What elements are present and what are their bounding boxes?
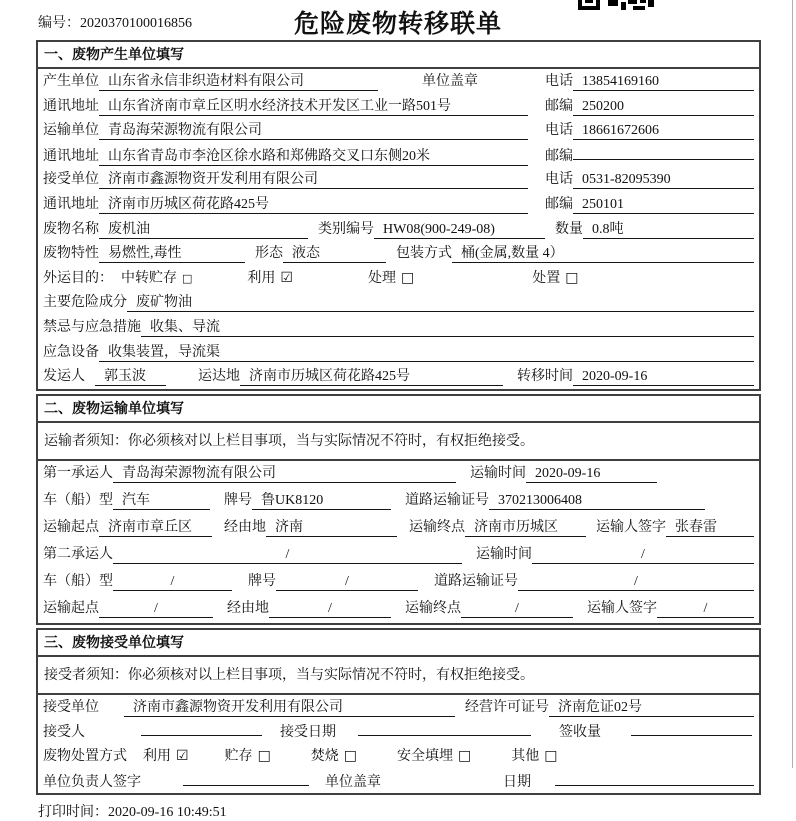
license-label: 经营许可证号 (465, 699, 549, 715)
receiver-person-value (141, 720, 262, 736)
shipper-value: 郭玉波 (95, 365, 166, 386)
purpose-utilize-checkbox (247, 267, 293, 287)
qr-code-fragment (578, 0, 654, 10)
origin1-value: 济南市章丘区 (99, 516, 212, 537)
row-responsible-signature (38, 769, 759, 794)
waste-name-label: 废物名称 (43, 221, 99, 237)
checkbox-glyph: ☑ (176, 747, 189, 764)
hazard-label: 主要危险成分 (43, 295, 127, 311)
license-value: 济南危证02号 (549, 696, 754, 717)
waste-name-value: 废机油 (99, 218, 308, 239)
first-carrier-label: 第一承运人 (43, 465, 113, 481)
responsible-sign-label: 单位负责人签字 (43, 774, 141, 790)
producer-value: 山东省永信非织造材料有限公司 (99, 70, 378, 91)
addr1-value: 山东省济南市章丘区明水经济技术开发区工业一路501号 (99, 95, 528, 116)
row-receiver-person (38, 719, 759, 744)
terminus1-value: 济南市历城区 (465, 516, 586, 537)
purpose-transfer-storage-checkbox (121, 267, 192, 287)
checkbox-label: 处置 (532, 270, 561, 286)
row-second-carrier (38, 542, 759, 569)
serial-value: 2020370100016856 (80, 16, 192, 31)
via1-value: 济南 (266, 516, 397, 537)
terminus2-value: / (461, 601, 573, 618)
disposal-other-checkbox (511, 745, 557, 765)
phone3-label: 电话 (545, 172, 573, 188)
disposal-landfill-checkbox (397, 745, 471, 765)
print-time (38, 801, 796, 821)
waste-code-value: HW08(900-249-08) (374, 222, 545, 239)
packing-value: 桶(金属,数量 4） (452, 242, 754, 263)
checkbox-label: 贮存 (224, 748, 253, 764)
addr2-label: 通讯地址 (43, 148, 99, 164)
unit-seal-label: 单位盖章 (422, 74, 478, 89)
checkbox-label: 利用 (247, 270, 276, 286)
row-receiver-address (38, 192, 759, 217)
producer-label: 产生单位 (43, 74, 99, 89)
section-producer (36, 40, 761, 391)
plate1-value: 鲁UK8120 (252, 489, 391, 510)
origin1-label: 运输起点 (43, 519, 99, 535)
waste-code-label: 类别编号 (318, 221, 374, 237)
addr3-label: 通讯地址 (43, 196, 99, 212)
vehicle-type1-value: 汽车 (113, 489, 210, 510)
transport-time2-value: / (532, 547, 754, 564)
via2-label: 经由地 (227, 600, 269, 616)
vehicle-type1-label: 车（船）型 (43, 492, 113, 508)
phone2-value: 18661672606 (573, 123, 754, 140)
first-carrier-value: 青岛海荣源物流有限公司 (113, 462, 456, 483)
form-label: 形态 (255, 246, 283, 262)
transport-time1-value: 2020-09-16 (526, 466, 657, 483)
checkbox-glyph: □ (182, 271, 193, 285)
carrier-label: 运输单位 (43, 123, 99, 139)
row-vehicle2 (38, 569, 759, 596)
row-route2 (38, 596, 759, 623)
row-shipper (38, 364, 759, 389)
checkbox-label: 焚烧 (310, 748, 339, 764)
date-value (555, 770, 754, 786)
date-label: 日期 (503, 774, 531, 790)
carrier-sign1-label: 运输人签字 (596, 519, 666, 535)
page-edge-line (792, 0, 793, 768)
row-receiving-unit (38, 695, 759, 720)
checkbox-glyph: □ (400, 269, 415, 286)
vehicle-type2-label: 车（船）型 (43, 573, 113, 589)
zip2-label: 邮编 (545, 148, 573, 164)
road-permit1-value: 370213006408 (489, 493, 705, 510)
equipment-label: 应急设备 (43, 344, 99, 360)
signed-amount-value (631, 720, 752, 736)
addr3-value: 济南市历城区荷花路425号 (99, 193, 528, 214)
row-outbound-purpose (38, 266, 759, 291)
disposal-incinerate-checkbox (311, 745, 357, 765)
quantity-label: 数量 (555, 221, 583, 237)
receiving-unit-label: 接受单位 (43, 699, 99, 715)
form-value: 液态 (283, 242, 386, 263)
transporter-notice: 运输者须知：你必须核对以上栏目事项，当与实际情况不符时，有权拒绝接受。 (38, 423, 759, 461)
print-time-label: 打印时间： (38, 805, 108, 821)
phone1-value: 13854169160 (573, 74, 754, 91)
plate2-value: / (276, 574, 418, 591)
zip3-value: 250101 (573, 197, 754, 214)
print-time-value: 2020-09-16 10:49:51 (108, 805, 227, 821)
section-producer-title: 一、废物产生单位填写 (38, 42, 759, 69)
carrier-sign2-value: / (657, 601, 754, 618)
purpose-dispose-checkbox (532, 267, 578, 287)
destination-label: 运达地 (198, 369, 240, 385)
destination-value: 济南市历城区荷花路425号 (240, 365, 503, 386)
row-emergency-equipment (38, 340, 759, 365)
zip3-label: 邮编 (545, 196, 573, 212)
plate2-label: 牌号 (248, 573, 276, 589)
row-hazard-component (38, 290, 759, 315)
origin2-value: / (99, 601, 213, 618)
carrier-sign2-label: 运输人签字 (587, 600, 657, 616)
via2-value: / (269, 601, 391, 618)
zip1-label: 邮编 (545, 98, 573, 114)
receiver-notice: 接受者须知：你必须核对以上栏目事项，当与实际情况不符时，有权拒绝接受。 (38, 657, 759, 695)
road-permit1-label: 道路运输证号 (405, 492, 489, 508)
taboo-label: 禁忌与应急措施 (43, 319, 141, 335)
disposal-method-label: 废物处置方式 (43, 748, 127, 764)
row-producer (38, 69, 759, 94)
transfer-time-value: 2020-09-16 (573, 369, 754, 386)
checkbox-label: 利用 (143, 748, 171, 764)
page-title: 危险废物转移联单 (293, 11, 502, 38)
addr2-value: 山东省青岛市李沧区徐水路和郑佛路交叉口东侧20米 (99, 145, 528, 166)
shipper-label: 发运人 (43, 369, 85, 385)
row-producer-address (38, 94, 759, 119)
via1-label: 经由地 (224, 519, 266, 535)
phone3-value: 0531-82095390 (573, 172, 754, 189)
checkbox-glyph: ☑ (280, 269, 293, 286)
responsible-sign-value (183, 770, 309, 786)
unit-seal2-label: 单位盖章 (325, 774, 381, 790)
recv-label: 接受单位 (43, 172, 99, 188)
equipment-value: 收集装置，导流渠 (99, 341, 754, 362)
row-route1 (38, 515, 759, 542)
taboo-value: 收集、导流 (141, 316, 754, 337)
row-waste-name (38, 217, 759, 242)
transport-time2-label: 运输时间 (476, 546, 532, 562)
phone2-label: 电话 (545, 123, 573, 139)
receiving-unit-value: 济南市鑫源物资开发利用有限公司 (124, 696, 455, 717)
checkbox-label: 中转贮存 (121, 270, 177, 286)
zip1-value: 250200 (573, 99, 754, 116)
section-receiver-title: 三、废物接受单位填写 (38, 630, 759, 657)
purpose-label: 外运目的： (43, 270, 113, 286)
row-taboo-measures (38, 315, 759, 340)
zip2-value (573, 144, 754, 160)
receiver-person-label: 接受人 (43, 725, 85, 741)
carrier-sign1-value: 张春雷 (666, 516, 754, 537)
road-permit2-value: / (518, 574, 754, 591)
hazard-value: 废矿物油 (127, 291, 754, 312)
receive-date-value (358, 720, 531, 736)
row-first-carrier (38, 461, 759, 488)
row-carrier-unit (38, 118, 759, 143)
recv-value: 济南市鑫源物资开发利用有限公司 (99, 168, 528, 189)
second-carrier-label: 第二承运人 (43, 546, 113, 562)
terminus1-label: 运输终点 (409, 519, 465, 535)
vehicle-type2-value: / (113, 574, 232, 591)
checkbox-glyph: □ (343, 747, 358, 764)
serial-label: 编号： (38, 16, 80, 31)
row-vehicle1 (38, 488, 759, 515)
terminus2-label: 运输终点 (405, 600, 461, 616)
checkbox-label: 安全填埋 (397, 748, 454, 764)
origin2-label: 运输起点 (43, 600, 99, 616)
row-disposal-method (38, 744, 759, 769)
section-transporter-title: 二、废物运输单位填写 (38, 396, 759, 423)
disposal-utilize-checkbox (143, 745, 189, 765)
phone1-label: 电话 (545, 74, 573, 89)
row-receiver-unit (38, 167, 759, 192)
checkbox-glyph: □ (565, 269, 579, 286)
packing-label: 包装方式 (396, 246, 452, 262)
purpose-treat-checkbox (368, 267, 414, 287)
document-header (0, 0, 796, 40)
checkbox-glyph: □ (544, 747, 558, 764)
carrier-value: 青岛海荣源物流有限公司 (99, 119, 528, 140)
row-carrier-address (38, 143, 759, 168)
signed-amount-label: 签收量 (559, 725, 601, 741)
row-waste-character (38, 241, 759, 266)
addr1-label: 通讯地址 (43, 98, 99, 114)
waste-character-value: 易燃性,毒性 (99, 242, 245, 263)
section-transporter (36, 394, 761, 625)
disposal-storage-checkbox (225, 745, 271, 765)
checkbox-label: 其他 (511, 748, 540, 764)
waste-character-label: 废物特性 (43, 246, 99, 262)
road-permit2-label: 道路运输证号 (434, 573, 518, 589)
transfer-time-label: 转移时间 (517, 369, 573, 385)
transport-time1-label: 运输时间 (470, 465, 526, 481)
checkbox-glyph: □ (257, 747, 271, 764)
receive-date-label: 接受日期 (280, 725, 336, 741)
plate1-label: 牌号 (224, 492, 252, 508)
quantity-value: 0.8吨 (583, 218, 754, 239)
second-carrier-value: / (113, 547, 462, 564)
section-receiver (36, 628, 761, 795)
checkbox-label: 处理 (367, 270, 396, 286)
checkbox-glyph: □ (458, 747, 472, 764)
